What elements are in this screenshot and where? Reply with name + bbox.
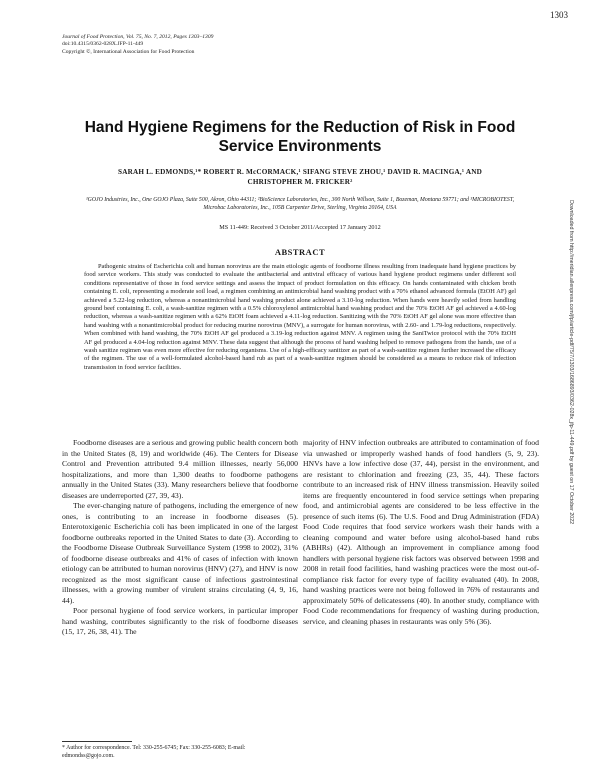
authors-line-1: SARAH L. EDMONDS,¹* ROBERT R. McCORMACK,¹ SIFANG STEVE ZHOU,¹ DAVID R. MACINGA,¹ AND [118, 168, 482, 176]
article-title: Hand Hygiene Regimens for the Reduction of Risk in Food Service Environments [84, 119, 516, 155]
left-paragraph-2: The ever-changing nature of pathogens, including the emergence of new ones, is contributing to an increase in foodborne diseases (5). Enterotoxigenic Escherichia coli has been implicated in one of the largest foodborne outbreaks reported in the United States to date (3). According to the Foodborne Disease Outbreak Surveillance System (1998 to 2002), 31% of foodborne disease outbreaks and 41% of cases of infection with known etiology can be attributed to human norovirus (HNV) (27), and HNV is now recognized as the most significant cause of infectious gastrointestinal illnesses, with a growing number of virulent strains circulating (4, 9, 16, 44). [62, 501, 298, 605]
doi[interactable]: doi:10.4315/0362-028X.JFP-11-449 [62, 41, 144, 48]
received-dates: MS 11-449: Received 3 October 2011/Accepted 17 January 2012 [219, 224, 381, 231]
authors-line-2: CHRISTOPHER M. FRICKER² [247, 178, 353, 186]
copyright: Copyright ©, International Association for Food Protection [62, 48, 195, 55]
right-column [303, 438, 539, 627]
download-stamp: Downloaded from http://meridian.allenpress.com/jfp/article-pdf/75/7/1303/1686893/0362-028x_jfp-11-449.pdf by guest on 17 October 2022 [568, 200, 574, 525]
left-paragraph-3: Poor personal hygiene of food service workers, in particular improper hand washing, contributes significantly to the risk of foodborne diseases (15, 17, 26, 38, 41). The [62, 606, 298, 636]
page-number: 1303 [550, 10, 568, 20]
left-paragraph-1: Foodborne diseases are a serious and growing public health concern both in the United States (8, 19) and worldwide (46). The Centers for Disease Control and Prevention attributed 9.4 million illnesses, nearly 56,000 hospitalizations, and more than 1,300 deaths to foodborne pathogens annually in the United States (33). Many researchers believe that foodborne diseases are underreported (27, 39, 43). [62, 438, 299, 500]
journal-citation: Journal of Food Protection, Vol. 75, No. 7, 2012, Pages 1303–1309 [62, 34, 214, 40]
affiliations: ¹GOJO Industries, Inc., One GOJO Plaza, Suite 500, Akron, Ohio 44311; ²BioScience Laboratories, Inc., 300 North Willson, Suite 1, Bozeman, Montana 59771; and ³MICROBIOTEST, Microbac Laboratories, Inc., 105B Carpenter Drive, Sterling, Virginia 20164, USA [85, 197, 515, 211]
footnote-rule [62, 741, 132, 742]
left-column [62, 438, 298, 638]
right-paragraph-1: majority of HNV infection outbreaks are attributed to contamination of food via unwashed or improperly washed hands of food handlers (5, 9, 23). HNVs have a low infective dose (37, 44), persist in the environment, and are resistant to chlorination and freezing (23, 35, 44). These factors contribute to an increased risk of HNV illness transmission. Heavily soiled items are frequently encountered in food service settings when preparing food, and antimicrobial agents are considered to be less effective in the presence of such items (6). The U.S. Food and Drug Administration (FDA) Food Code requires that food service workers wash their hands with a cleaning compound and water before using alcohol-based hand rubs (ABHRs) (42). Although an improvement in compliance among food handlers with personal hygiene risk factors was observed between 1998 and 2008 in retail food facilities, hand washing practices were the most out-of-compliance risk factor for every type of facility evaluated (40). In 2008, hand washing practices were not being followed in 76% of restaurants and approximately 50% of delicatessens (40). In another study, compliance with Food Code recommendations for frequency of washing during production, service, and cleaning phases in restaurants was only 5% (36). [303, 438, 539, 626]
footnote: * Author for correspondence. Tel: 330-255-6745; Fax: 330-255-6083; E-mail: edmondss@gojo.com. [62, 745, 246, 759]
authors [80, 167, 520, 187]
abstract-heading: ABSTRACT [274, 247, 326, 257]
abstract-text: Pathogenic strains of Escherichia coli and human norovirus are the main etiologic agents of foodborne illness resulting from inadequate hand hygiene practices by food service workers. This study was conducted to evaluate the antibacterial and antiviral efficacy of various hand hygiene product regimens under different soil conditions representative of those in food service settings and assess the impact of product formulation on this efficacy. On hands contaminated with chicken broth containing E. coli, representing a moderate soil load, a regimen combining an antimicrobial hand washing product with a 70% ethanol advanced formula (EtOH AF) gel achieved a 5.22-log reduction, whereas a nonantimicrobial hand washing product alone achieved a 3.10-log reduction. When hands were heavily soiled from handling ground beef containing E. coli, a wash-sanitize regimen with a 0.5% chloroxylenol antimicrobial hand washing product and the 70% EtOH AF gel achieved a 4.60-log reduction, whereas a wash-sanitize regimen with a 62% EtOH foam achieved a 4.11-log reduction. Sanitizing with the 70% EtOH AF gel alone was more effective than hand washing with a nonantimicrobial product for reducing murine norovirus (MNV), a surrogate for human norovirus, with 2.60- and 1.79-log reductions, respectively. When combined with hand washing, the 70% EtOH AF gel produced a 3.19-log reduction against MNV. A regimen using the SaniTwice protocol with the 70% EtOH AF gel produced a 4.04-log reduction against MNV. These data suggest that although the process of hand washing helped to remove pathogens from the hands, use of a wash sanitize regimen was even more effective for reducing organisms. Use of a high-efficacy sanitizer as part of a wash-sanitize regimen further increased the efficacy of the regimen. The use of a well-formulated alcohol-based hand rub as part of a wash-sanitize regimen should be considered as a means to reduce risk of infection transmission in food service facilities. [84, 263, 516, 371]
journal-info [62, 34, 402, 56]
